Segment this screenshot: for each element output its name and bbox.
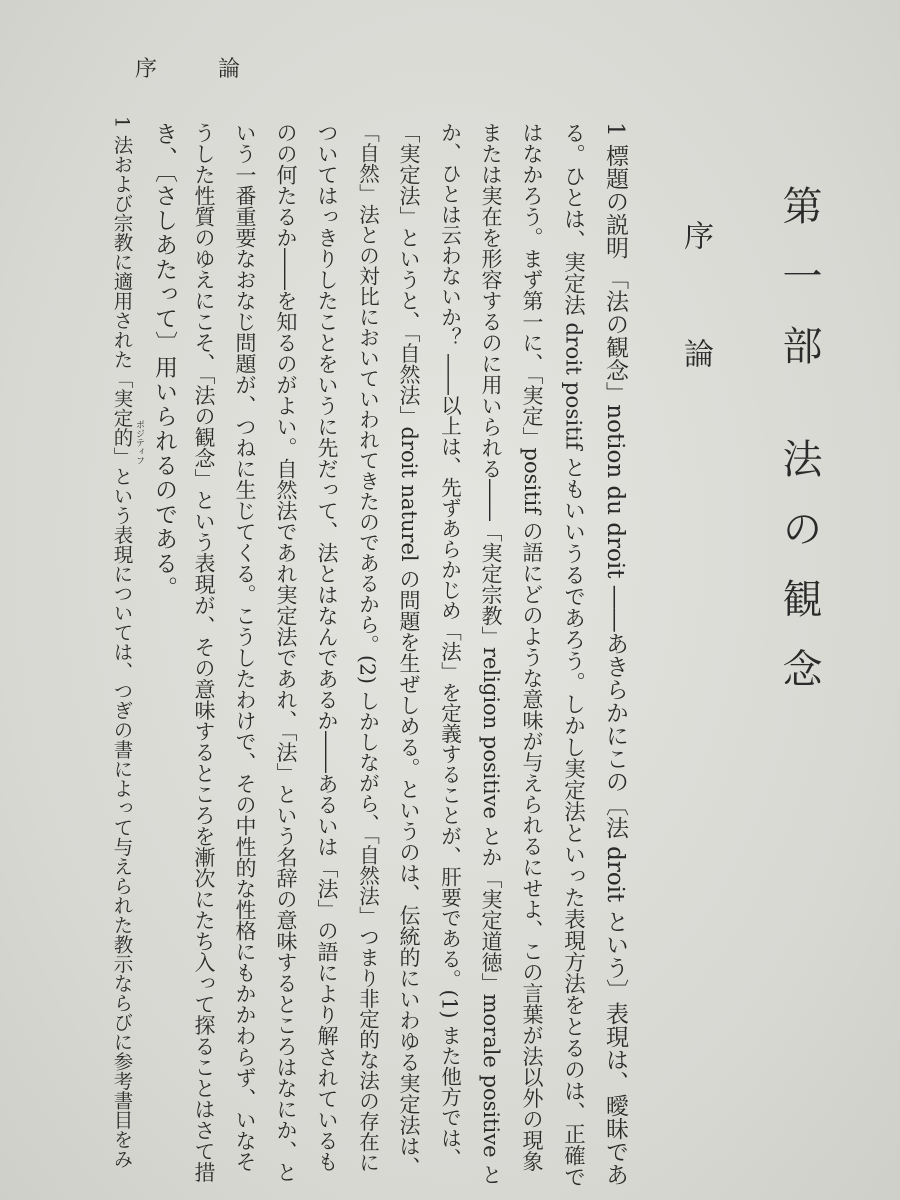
footnote-line: 1 法および宗教に適用された「実定的」という表現については、つぎの書によって与えられた教示ならびに参考書目をみ bbox=[110, 116, 134, 1169]
body-line-11: うした性質のゆえにこそ、「法の観念」という表現が、その意味するところを漸次にたち入って探ることはさて措 bbox=[192, 122, 216, 1183]
running-header-left: 序 bbox=[135, 57, 158, 82]
part-title: 第一部 法の観念 bbox=[776, 185, 822, 718]
body-line-12: き、〔さしあたって〕用いられるのである。 bbox=[151, 122, 177, 601]
footnote-ruby: ポジティフ bbox=[134, 420, 144, 465]
body-line-7: 「自然」法との対比においていわれてきたのであるから。(2) しかしながら、「自然法」つまり非定的な法の存在に bbox=[355, 122, 380, 1173]
body-line-2: る。ひとは、実定法 droit positif ともいいうるであろう。しかし実定法といった表現方法をとるのは、正確で bbox=[560, 122, 586, 1188]
body-line-6: 「実定法」というと、「自然法」droit naturel の問題を生ぜしめる。というのは、伝統的にいわゆる実定法は、 bbox=[397, 122, 421, 1178]
body-line-5: か、ひとは云わないか？ ――以上は、先ずあらかじめ「法」を定義することが、肝要である。(1) また他方では、 bbox=[437, 122, 462, 1169]
body-line-1: 1 標題の説明 「法の観念」notion du droit ――あきらかにこの〔法 droit という〕表現は、曖昧であ bbox=[602, 122, 628, 1186]
body-line-8: ついてはっきりしたことをいうに先だって、法とはなんであるか――あるいは「法」の語により解されているも bbox=[315, 122, 339, 1172]
running-header-right: 論 bbox=[217, 57, 240, 82]
body-line-9: のの何たるか――を知るのがよい。自然法であれ実定法であれ、「法」という名辞の意味するところはなにか、と bbox=[274, 122, 298, 1183]
running-header bbox=[135, 52, 240, 82]
section-heading-char-2: 論 bbox=[678, 338, 713, 368]
body-line-10: いう一番重要なおなじ問題が、つねに生じてくる。こうしたわけで、その中性的な性格にもかかわらず、いなそ bbox=[233, 122, 257, 1172]
body-line-4: または実在を形容するのに用いられる――「実定宗教」religion positive とか「実定道徳」morale positive と bbox=[479, 122, 503, 1186]
section-heading-char-1: 序 bbox=[678, 220, 713, 250]
body-line-3: はなかろう。まず第一に、「実定」positif の語にどのような意味が与えられるにせよ、この言葉が法以外の現象 bbox=[520, 122, 544, 1172]
